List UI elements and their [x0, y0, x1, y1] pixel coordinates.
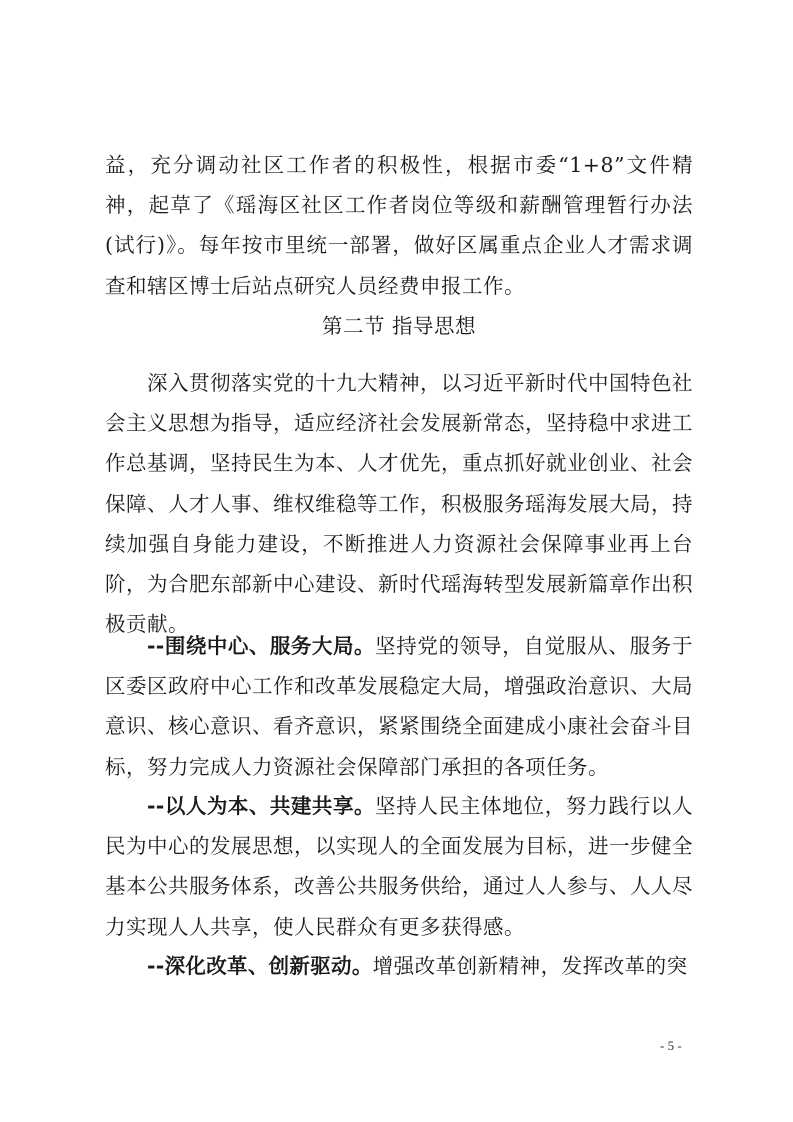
intro-paragraph: 益，充分调动社区工作者的积极性，根据市委“1+8”文件精神，起草了《瑶海区社区工作者岗位等级和薪酬管理暂行办法(试行)》。每年按市里统一部署，做好区属重点企业人才需求调查和辖区博士后站点研究人员经费申报工作。	[105, 153, 693, 298]
principle-1-body: 坚持党的领导，自觉服从、服务于区委区政府中心工作和改革发展稳定大局，增强政治意识、大局意识、核心意识、看齐意识，紧紧围绕全面建成小康社会奋斗目标，努力完成人力资源社会保障部门承担的各项任务。	[105, 634, 693, 779]
principle-2-lead: --以人为本、共建共享。	[147, 794, 375, 818]
principle-paragraph-1	[105, 626, 693, 787]
principle-paragraph-2	[105, 786, 693, 947]
page-number: - 5 -	[660, 1038, 682, 1053]
guiding-ideology-paragraph: 深入贯彻落实党的十九大精神，以习近平新时代中国特色社会主义思想为指导，适应经济社会发展新常态，坚持稳中求进工作总基调，坚持民生为本、人才优先，重点抓好就业创业、社会保障、人才人事、维权维稳等工作，积极服务瑶海发展大局，持续加强自身能力建设，不断推进人力资源社会保障事业再上台阶，为合肥东部新中心建设、新时代瑶海转型发展新篇章作出积极贡献。	[105, 371, 693, 637]
principle-3-lead: --深化改革、创新驱动。	[147, 954, 373, 978]
principle-2-body: 坚持人民主体地位，努力践行以人民为中心的发展思想，以实现人的全面发展为目标，进一步健全基本公共服务体系，改善公共服务供给，通过人人参与、人人尽力实现人人共享，使人民群众有更多获得感。	[105, 794, 693, 939]
section-heading: 第二节 指导思想	[321, 314, 477, 338]
principle-3-body: 增强改革创新精神，发挥改革的突	[372, 954, 688, 978]
principle-paragraph-3	[105, 946, 693, 986]
principle-1-lead: --围绕中心、服务大局。	[147, 634, 375, 658]
